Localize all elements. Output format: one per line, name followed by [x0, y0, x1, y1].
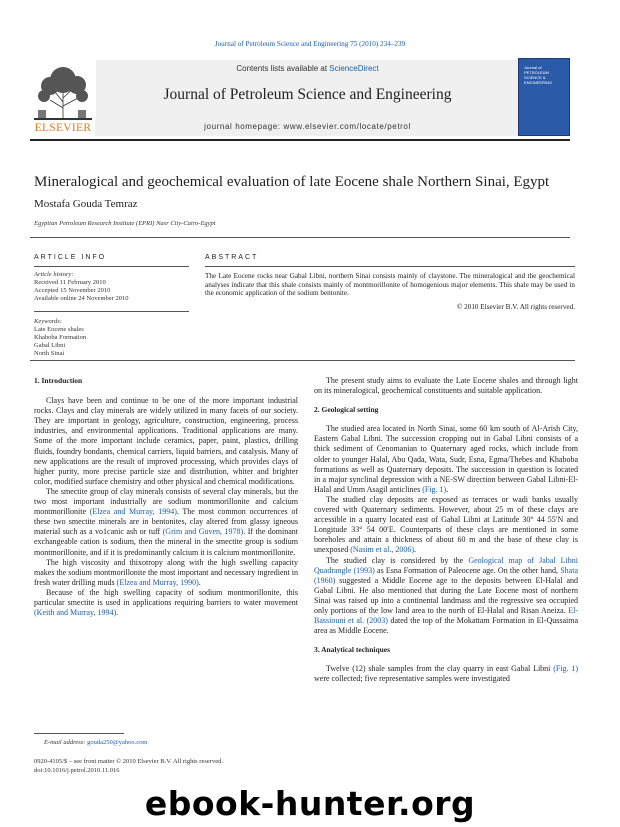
- ref-keith-1994[interactable]: (Keith and Murray, 1994): [34, 608, 117, 618]
- ref-shata-1960[interactable]: Shata (1960): [314, 565, 578, 585]
- intro-paragraph-4: Because of the high swelling capacity of sodium montmorillonite, this particular smectite is used in applications requiring barriers to water movement (Keith and Murray, 1994).: [34, 587, 298, 618]
- analytical-paragraph-1: Twelve (12) shale samples from the clay quarry in east Gabal Libni (Fig. 1) were collected; five representative samples were investigated: [314, 664, 579, 684]
- title-divider: [30, 237, 570, 238]
- intro-paragraph-2: The smectite group of clay minerals consists of several clay minerals, but the two most important industrially are sodium montmorillonite and calcium montmorillonite (Elzea and Murray, 1994). The most common occurrences of these two smectite minerals are in bentonites, clay altered from glassy igneous material such as a vo1canic ash or tuff (Grim and Guven, 1978). If the dominant exchangeable cation is sodium, then the mineral in the smectite group is sodium montmorillonite, and if it is predominantly calcium it is calcium montmorillonite.: [34, 486, 298, 557]
- ref-elzea-1990[interactable]: (Elzea and Murray, 1990): [116, 577, 199, 587]
- keywords-rule: [34, 311, 189, 312]
- abstract-rule: [205, 266, 575, 267]
- email-link[interactable]: gouda250@yahoo.com: [87, 739, 148, 746]
- ref-geological-map-1993[interactable]: Geological map of Jabal Libni Quadrangle (1993): [314, 555, 578, 575]
- journal-cover-thumbnail[interactable]: [518, 58, 570, 136]
- journal-title: Journal of Petroleum Science and Engineering: [163, 86, 452, 103]
- abstract-text: The Late Eocene rocks near Gabal Libni, northern Sinai consists mainly of claystone. The mineralogical and the geochemical analyses indicate that this shale consists mainly of montmorillonite of homogenious major elements. This shale may be used in the economic application of the sodium bentonite.: [205, 272, 575, 298]
- section-1-heading: 1. Introduction: [34, 376, 83, 385]
- article-title: Mineralogical and geochemical evaluation of late Eocene shale Northern Sinai, Egypt: [34, 174, 550, 190]
- elsevier-wordmark: ELSEVIER: [34, 122, 92, 134]
- journal-citation[interactable]: Journal of Petroleum Science and Engineering 75 (2010) 234–239: [214, 40, 406, 48]
- issn-line: 0920-4105/$ – see front matter © 2010 Elsevier B.V. All rights reserved.: [34, 758, 223, 765]
- contents-prefix: Contents lists available at: [236, 64, 330, 73]
- ref-elzea-1994[interactable]: (Elzea and Murray, 1994): [89, 507, 177, 517]
- ref-nasim-2006[interactable]: (Nasim et al., 2006): [350, 545, 414, 555]
- article-history: Article history: Received 11 February 2010 Accepted 15 November 2010 Available online 24 November 2010: [34, 271, 129, 302]
- abstract-heading: ABSTRACT: [205, 254, 259, 261]
- section-2-heading: 2. Geological setting: [314, 405, 379, 415]
- intro-paragraph-1: Clays have been and continue to be one of the more important industrial rocks. Clays and clay minerals are widely utilized in many facets of our society. They are important in geology, agriculture, construction, engineering, process industries, and environmental applications. Traditional applications are many. Some of the more important include ceramics, paper, paint, plastics, drilling fluids, foundry bondants, chemical carriers, liquid barriers, and catalysis. Many of new applications are the result of improved processing, which provides clays of higher purity, more precise particle size and distribution, whiter and brighter color, modified surface chemistry and other physical and chemical modifications.: [34, 396, 298, 486]
- article-info-heading: ARTICLE INFO: [34, 254, 107, 261]
- abstract-copyright: © 2010 Elsevier B.V. All rights reserved.: [456, 303, 575, 311]
- ref-fig-1-b[interactable]: (Fig. 1): [553, 664, 579, 674]
- study-aim-paragraph: The present study aims to evaluate the Late Eocene shales and through light on its mineralogical, geochemical constituents and suitable application.: [314, 376, 578, 396]
- intro-paragraph-3: The high viscosity and thixotropy along with the high swelling capacity makes the sodium montmorillonite the most important and necessary ingredient in fresh water drilling muds (Elzea and Murray, 1990).: [34, 557, 298, 587]
- author-email: E-mail address: gouda250@yahoo.com: [44, 739, 148, 746]
- abstract-bottom-rule: [30, 360, 575, 361]
- keywords-list: Keywords: Late Eocene shales Khaboba Formation Gabal Libni North Sinai: [34, 318, 87, 357]
- sciencedirect-link[interactable]: ScienceDirect: [329, 64, 379, 73]
- article-author: Mostafa Gouda Temraz: [34, 198, 138, 210]
- geology-paragraph-1: The studied area located in North Sinai, some 60 km south of Al-Arish City, Eastern Gabal Libni. The succession cropping out in Gabal Libni consists of a thick sediment of Cenomanian to Quaternary aged rocks, which include from older to younger Halal, Abu Qada, Wata, Sudr, Esna, Egma/Thebes and Khaboba formations as well as Quaternary deposits. The succession in question is located in a major synclinal depression with a NE-SW direction between Gabal Libni-El-Halal and Umm Asagil anticlines (Fig. 1).: [314, 424, 578, 494]
- article-info-rule: [34, 266, 189, 267]
- watermark-text: ebook-hunter.org: [144, 784, 476, 823]
- footnote-rule: [34, 733, 124, 734]
- left-column: [34, 376, 298, 618]
- ref-fig-1[interactable]: (Fig. 1): [422, 484, 447, 494]
- header-divider: [30, 139, 570, 141]
- cover-title: Journal of PETROLEUM SCIENCE & ENGINEERING: [524, 65, 553, 85]
- ref-el-bassiouni-2003[interactable]: El-Bassiouni et al. (2003): [314, 605, 578, 626]
- geology-paragraph-3: The studied clay is considered by the Geological map of Jabal Libni Quadrangle (1993) as Esna Formation of Paleocene age. On the other hand, Shata (1960) suggested a Middle Eocene age to the deposits between El-Halal and Gabal Libni. He also mentioned that during the Late Eocene most of northern Sinai was raised up into a continental landmass and the regressive sea occupied only portions of the low land area to the north of El-Halal and Risan Aneiza. El-Bassiouni et al. (2003) dated the top of the Mokattam Formation in El-Qussaima area as Middle Eocene.: [314, 555, 578, 636]
- ref-grim-guven-1978[interactable]: (Grim and Guven, 1978): [162, 527, 244, 537]
- contents-line: [95, 64, 520, 73]
- author-affiliation: Egyptian Petroleum Research Institute (EPRI) Nasr City-Cairo-Egypt: [34, 220, 216, 227]
- right-column: [314, 376, 578, 685]
- doi-link[interactable]: doi:10.1016/j.petrol.2010.11.016: [34, 767, 120, 774]
- geology-paragraph-2: The studied clay deposits are exposed as terraces or wadi banks usually covered with Quaternary sediments. However, about 25 m of these clays are accessible in a quarry located east of Gabal Libni at Latitude 30° 44 55′N and Longitude 33° 54 00′E. Counterparts of these clays are mentioned in some boreholes and attain a thickness of about 60 m and the base of these clay is unexposed (Nasim et al., 2006).: [314, 494, 578, 555]
- section-3-heading: 3. Analytical techniques: [314, 645, 391, 655]
- journal-homepage[interactable]: journal homepage: www.elsevier.com/locate/petrol: [204, 122, 411, 131]
